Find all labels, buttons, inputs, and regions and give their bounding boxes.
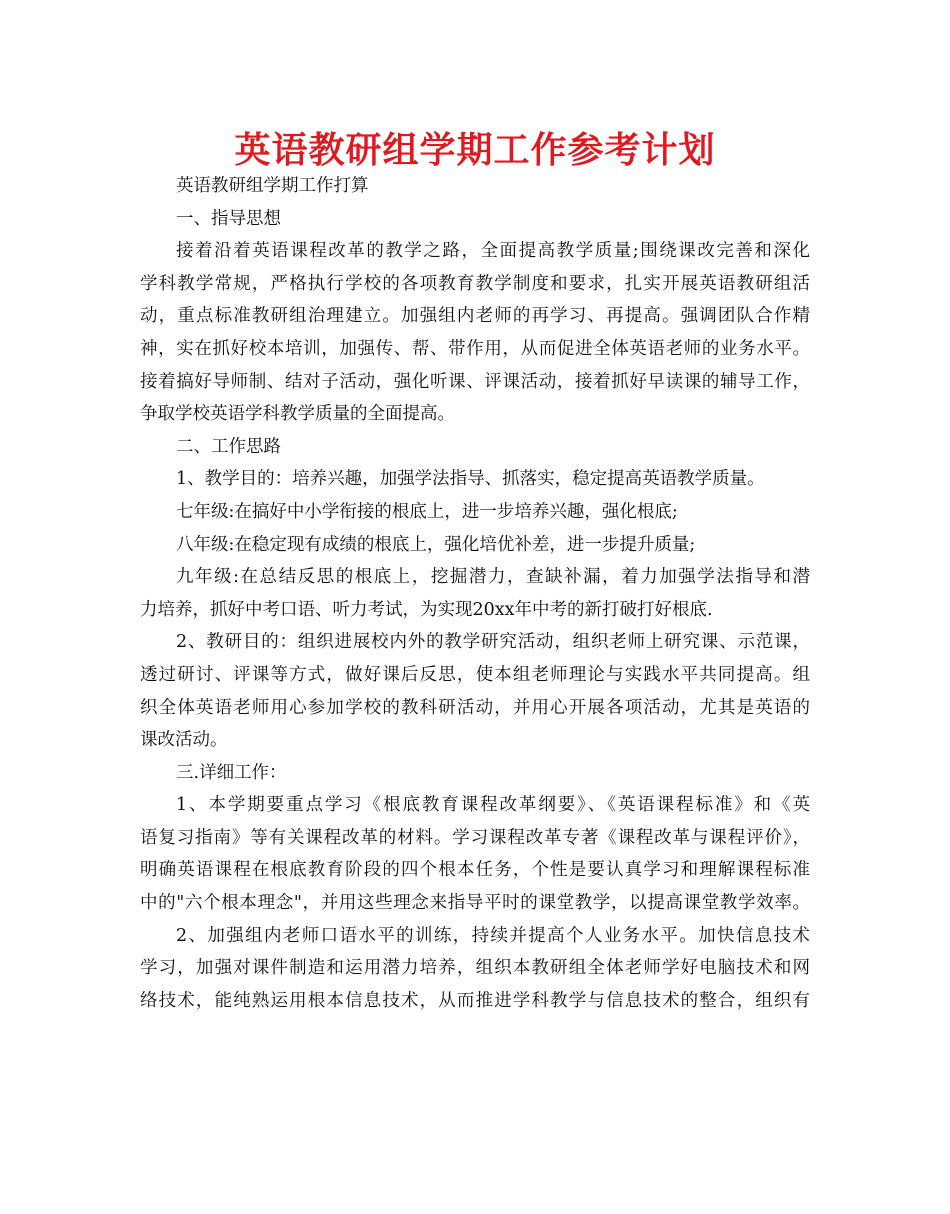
paragraph-line: 神，实在抓好校本培训，加强传、帮、带作用，从而促进全体英语老师的业务水平。 xyxy=(140,338,810,359)
paragraph-line: 七年级:在搞好中小学衔接的根底上，进一步培养兴趣，强化根底; xyxy=(176,501,678,522)
paragraph-line: 力培养，抓好中考口语、听力考试，为实现20xx年中考的新打破打好根底. xyxy=(140,599,713,620)
document-title: 英语教研组学期工作参考计划 xyxy=(234,130,716,171)
section-heading: 三.详细工作： xyxy=(176,762,287,783)
paragraph-line: 1、本学期要重点学习《根底教育课程改革纲要》、《英语课程标准》和《英 xyxy=(176,795,810,816)
paragraph-line: 中的"六个根本理念"，并用这些理念来指导平时的课堂教学，以提高课堂教学效率。 xyxy=(140,893,810,914)
paragraph-line: 1、教学目的：培养兴趣，加强学法指导、抓落实，稳定提高英语教学质量。 xyxy=(176,469,765,490)
section-heading: 二、工作思路 xyxy=(176,436,281,457)
section-heading: 一、指导思想 xyxy=(176,208,281,229)
paragraph-line: 2、加强组内老师口语水平的训练，持续并提高个人业务水平。加快信息技术 xyxy=(176,925,810,946)
paragraph-line: 透过研讨、评课等方式，做好课后反思，使本组老师理论与实践水平共同提高。组 xyxy=(140,664,810,685)
paragraph-line: 学习，加强对课件制造和运用潜力培养，组织本教研组全体老师学好电脑技术和网 xyxy=(140,958,810,979)
paragraph-line: 络技术，能纯熟运用根本信息技术，从而推进学科教学与信息技术的整合，组织有 xyxy=(140,990,810,1011)
paragraph-line: 学科教学常规，严格执行学校的各项教育教学制度和要求，扎实开展英语教研组活 xyxy=(140,273,810,294)
document-body xyxy=(140,170,810,1017)
paragraph-line: 织全体英语老师用心参加学校的教科研活动，并用心开展各项活动，尤其是英语的 xyxy=(140,697,810,718)
paragraph-line: 九年级:在总结反思的根底上，挖掘潜力，查缺补漏，着力加强学法指导和潜 xyxy=(176,567,810,588)
subtitle-line: 英语教研组学期工作打算 xyxy=(176,176,369,196)
paragraph-line: 2、教研目的：组织进展校内外的教学研究活动，组织老师上研究课、示范课， xyxy=(176,632,810,653)
paragraph-line: 动，重点标准教研组治理建立。加强组内老师的再学习、再提高。强调团队合作精 xyxy=(140,306,810,327)
paragraph-line: 八年级:在稳定现有成绩的根底上，强化培优补差，进一步提升质量; xyxy=(176,534,696,555)
paragraph-line: 接着沿着英语课程改革的教学之路，全面提高教学质量;围绕课改完善和深化 xyxy=(176,241,810,262)
paragraph-line: 明确英语课程在根底教育阶段的四个根本任务，个性是要认真学习和理解课程标准 xyxy=(140,860,810,881)
paragraph-line: 课改活动。 xyxy=(140,730,228,751)
paragraph-line: 语复习指南》等有关课程改革的材料。学习课程改革专著《课程改革与课程评价》， xyxy=(140,827,810,848)
paragraph-line: 接着搞好导师制、结对子活动，强化听课、评课活动，接着抓好早读课的辅导工作， xyxy=(140,371,810,392)
paragraph-line: 争取学校英语学科教学质量的全面提高。 xyxy=(140,404,455,425)
